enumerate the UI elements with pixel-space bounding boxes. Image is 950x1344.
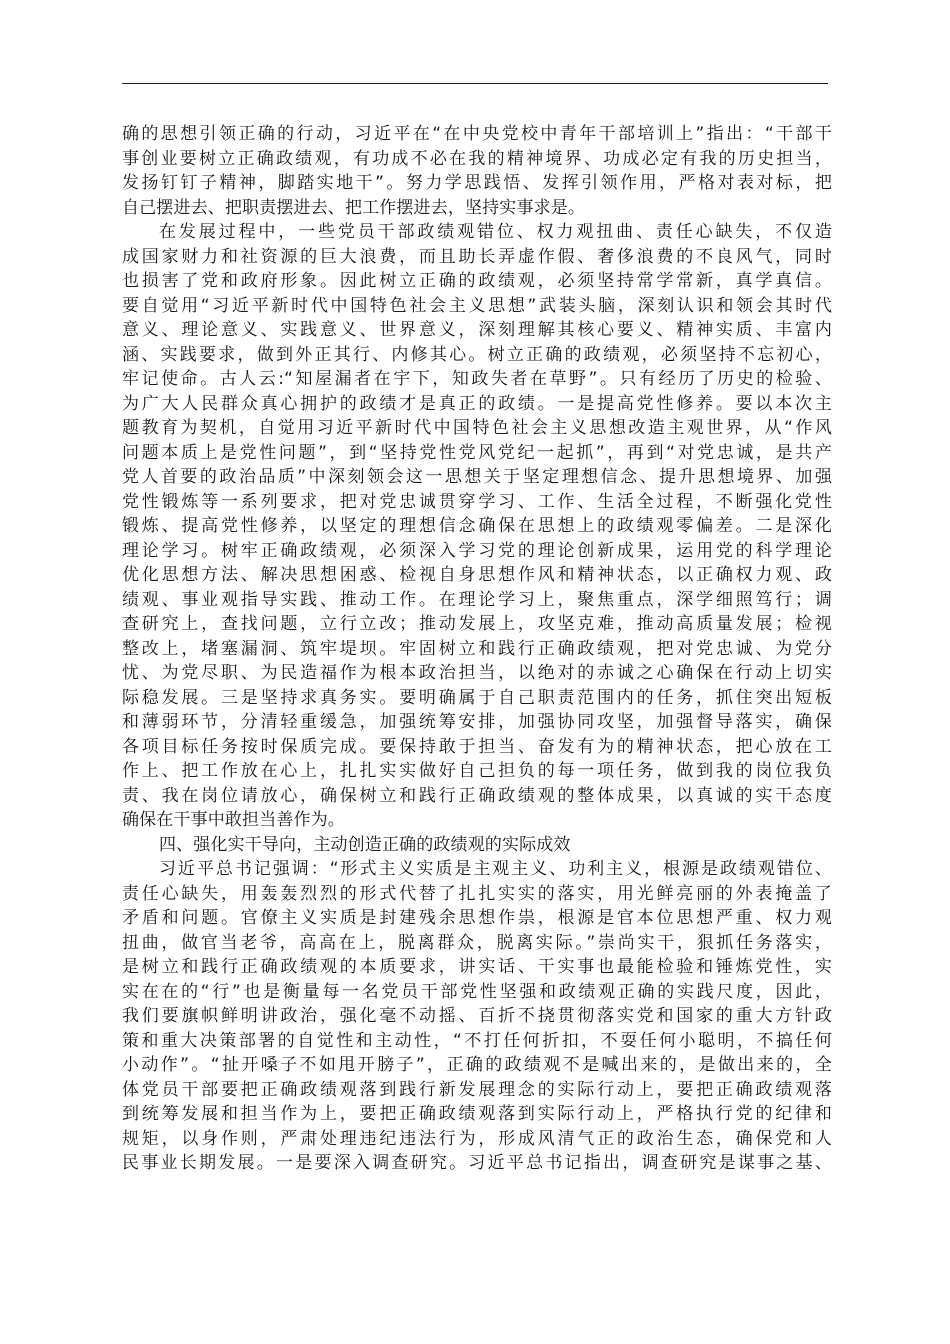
text-line: 意义、理论意义、实践意义、世界意义，深刻理解其核心要义、精神实质、丰富内 xyxy=(122,320,832,340)
text-line: 也损害了党和政府形象。因此树立正确的政绩观，必须坚持常学常新，真学真信。 xyxy=(122,271,832,291)
text-line: 涵、实践要求，做到外正其行、内修其心。树立正确的政绩观，必须坚持不忘初心， xyxy=(122,344,832,365)
text-line: 查研究上，查找问题，立行立改；推动发展上，攻坚克难，推动高质量发展；检视 xyxy=(122,614,832,634)
text-line: 牢记使命。古人云:“知屋漏者在宇下，知政失者在草野”。只有经历了历史的检验、 xyxy=(122,369,832,389)
text-line: 在发展过程中，一些党员干部政绩观错位、权力观扭曲、责任心缺失，不仅造 xyxy=(159,222,832,242)
paragraph-3 xyxy=(122,857,832,1176)
text-line: 和薄弱环节，分清轻重缓急，加强统筹安排，加强协同攻坚，加强督导落实，确保 xyxy=(122,712,832,732)
text-line: 事创业要树立正确政绩观，有功成不必在我的精神境界、功成必定有我的历史担当， xyxy=(122,148,832,169)
text-line: 我们要旗帜鲜明讲政治，强化毫不动摇、百折不挠贯彻落实党和国家的重大方针政 xyxy=(122,1006,832,1026)
text-line: 问题本质上是党性问题”，到“坚持党性党风党纪一起抓”，再到“对党忠诚，是共产 xyxy=(122,442,832,463)
text-line: 到统筹发展和担当作为上，要把正确政绩观落到实际行动上，严格执行党的纪律和 xyxy=(122,1104,832,1124)
text-line: 作上、把工作放在心上，扎扎实实做好自己担负的每一项任务，做到我的岗位我负 xyxy=(122,761,832,781)
text-line: 自己摆进去、把职责摆进去、把工作摆进去，坚持实事求是。 xyxy=(122,197,586,218)
text-line: 策和重大决策部署的自觉性和主动性，“不打任何折扣，不耍任何小聪明，不搞任何 xyxy=(122,1030,832,1051)
text-line: 习近平总书记强调：“形式主义实质是主观主义、功利主义，根源是政绩观错位、 xyxy=(159,859,832,879)
text-line: 党人首要的政治品质”中深刻领会这一思想关于坚定理想信念、提升思想境界、加强 xyxy=(122,467,832,487)
text-line: 理论学习。树牢正确政绩观，必须深入学习党的理论创新成果，运用党的科学理论 xyxy=(122,540,832,561)
text-line: 要自觉用“习近平新时代中国特色社会主义思想”武装头脑，深刻认识和领会其时代 xyxy=(122,295,832,316)
text-line: 小动作”。“扯开嗓子不如甩开膀子”，正确的政绩观不是喊出来的，是做出来的，全 xyxy=(122,1055,832,1075)
text-line: 是树立和践行正确政绩观的本质要求，讲实话、干实事也最能检验和锤炼党性，实 xyxy=(122,957,832,977)
text-line: 责任心缺失，用轰轰烈烈的形式代替了扎扎实实的落实，用光鲜亮丽的外表掩盖了 xyxy=(122,883,832,904)
paragraph-1 xyxy=(122,122,832,220)
section-heading xyxy=(122,833,832,858)
text-line: 各项目标任务按时保质完成。要保持敢于担当、奋发有为的精神状态，把心放在工 xyxy=(122,736,832,757)
text-line: 优化思想方法、解决思想困惑、检视自身思想作风和精神状态，以正确权力观、政 xyxy=(122,565,832,585)
text-line: 题教育为契机，自觉用习近平新时代中国特色社会主义思想改造主观世界，从“作风 xyxy=(122,418,832,438)
text-line: 确保在干事中敢担当善作为。 xyxy=(122,810,345,830)
document-body xyxy=(122,122,832,1176)
text-line: 成国家财力和社资源的巨大浪费，而且助长弄虚作假、奢侈浪费的不良风气，同时 xyxy=(122,246,832,267)
text-line: 忧、为党尽职、为民造福作为根本政治担当，以绝对的赤诚之心确保在行动上切实 xyxy=(122,663,832,683)
text-line: 际稳发展。三是坚持求真务实。要明确属于自己职责范围内的任务，抓住突出短板 xyxy=(122,687,832,708)
text-line: 规矩，以身作则，严肃处理违纪违法行为，形成风清气正的政治生态，确保党和人 xyxy=(122,1128,832,1149)
text-line: 绩观、事业观指导实践、推动工作。在理论学习上，聚焦重点，深学细照笃行；调 xyxy=(122,589,832,610)
text-line: 锻炼、提高党性修养，以坚定的理想信念确保在思想上的政绩观零偏差。二是深化 xyxy=(122,516,832,536)
text-line: 责、我在岗位请放心，确保树立和践行正确政绩观的整体成果，以真诚的实干态度 xyxy=(122,785,832,806)
text-line: 确的思想引领正确的行动，习近平在“在中央党校中青年干部培训上”指出：“干部干 xyxy=(122,124,832,144)
text-line: 整改上，堵塞漏洞、筑牢堤坝。牢固树立和践行正确政绩观，把对党忠诚、为党分 xyxy=(122,638,832,659)
text-line: 民事业长期发展。一是要深入调查研究。习近平总书记指出，调查研究是谋事之基、 xyxy=(122,1153,832,1173)
text-line: 发扬钉钉子精神，脚踏实地干”。努力学思践悟、发挥引领作用，严格对表对标，把 xyxy=(122,173,832,193)
paragraph-2 xyxy=(122,220,832,833)
text-line: 扭曲，做官当老爷，高高在上，脱离群众，脱离实际。”崇尚实干，狠抓任务落实， xyxy=(122,932,832,953)
header-rule xyxy=(122,83,828,84)
text-line: 体党员干部要把正确政绩观落到践行新发展理念的实际行动上，要把正确政绩观落 xyxy=(122,1079,832,1100)
section-heading-text: 四、强化实干导向，主动创造正确的政绩观的实际成效 xyxy=(159,834,571,855)
text-line: 矛盾和问题。官僚主义实质是封建残余思想作祟，根源是官本位思想严重、权力观 xyxy=(122,908,832,928)
text-line: 为广大人民群众真心拥护的政绩才是真正的政绩。一是提高党性修养。要以本次主 xyxy=(122,393,832,414)
text-line: 党性锻炼等一系列要求，把对党忠诚贯穿学习、工作、生活全过程，不断强化党性 xyxy=(122,491,832,512)
text-line: 实在在的“行”也是衡量每一名党员干部党性坚强和政绩观正确的实践尺度，因此， xyxy=(122,981,832,1002)
